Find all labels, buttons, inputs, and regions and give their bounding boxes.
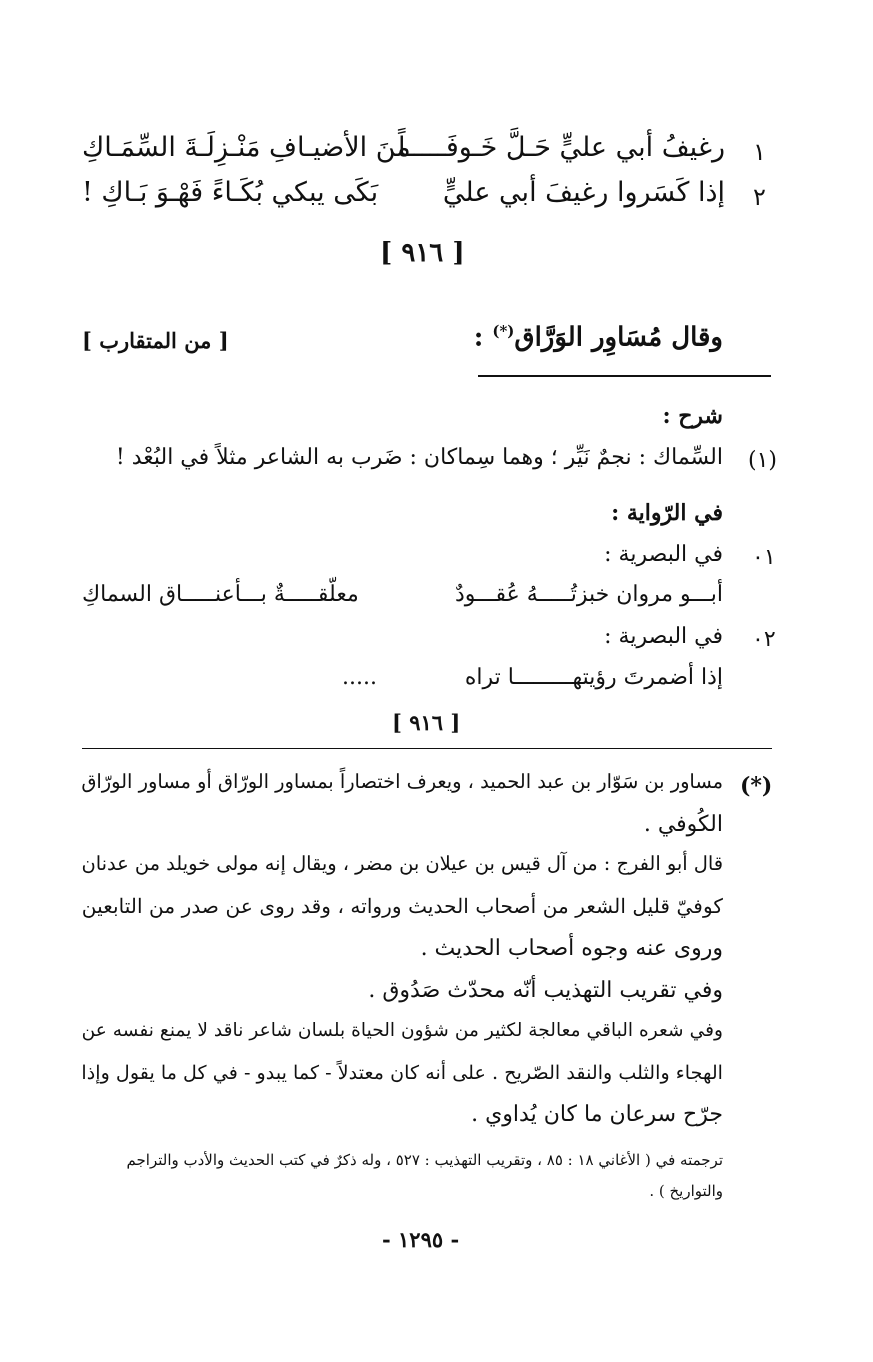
- biography-line: الكُوفي .: [643, 812, 723, 837]
- biography-line: قال أبو الفرج : من آل قيس بن عيلان بن مضر ، ويقال إنه مولى خويلد من عدنان: [81, 852, 723, 875]
- biography-line: كوفيّ قليل الشعر من أصحاب الحديث ورواته ، وقد روى عن صدر من التابعين: [81, 894, 723, 918]
- riwaya-source: في البصرية :: [604, 542, 723, 567]
- riwaya-number: ٠٢: [752, 627, 776, 652]
- biography-line: الهجاء والثلب والنقد الصّريح . على أنه كان معتدلاً - كما يبدو - في كل ما يقول وإذا: [81, 1061, 723, 1084]
- biography-sources: والتواريخ ) .: [649, 1182, 723, 1200]
- riwaya-title: في الرّواية :: [611, 500, 723, 526]
- intro-text: وقال مُسَاوِر الوَرَّاق: [514, 322, 723, 353]
- page-number: - ١٢٩٥ -: [382, 1227, 460, 1252]
- riwaya-hemistich-right: إذا أضمرتَ رؤيتهـــــــــا تراه: [464, 665, 723, 690]
- riwaya-hemistich-right: أبـــو مروان خبزتُـــــهُ عُقـــودٌ: [454, 582, 723, 607]
- notes-end-number: [ ٩١٦ ]: [392, 710, 461, 735]
- meter-label: [ من المتقارب ]: [82, 328, 229, 353]
- note-text: السِّماك : نجمٌ نَيِّر ؛ وهما سِماكان : ضَرب به الشاعر مثلاً في البُعْد !: [115, 445, 723, 470]
- sharh-title: شرح :: [662, 403, 723, 429]
- biography-line: وفي شعره الباقي معالجة لكثير من شؤون الحياة بلسان شاعر ناقد لا يمنع نفسه عن: [81, 1020, 723, 1041]
- verse-hemistich-right: إذا كَسَروا رغيفَ أبي عليٍّ: [442, 177, 725, 208]
- verse-number: ٢: [753, 183, 766, 211]
- biography-line: وروى عنه وجوه أصحاب الحديث .: [420, 936, 723, 961]
- riwaya-hemistich-left: معلّقـــــةٌ بـــأعنـــــاق السماكِ: [82, 582, 359, 607]
- note-number: (١): [748, 448, 778, 473]
- biography-line: مساور بن سَوّار بن عبد الحميد ، ويعرف اختصاراً بمساور الورّاق أو مساور الورّاق: [81, 770, 723, 793]
- verse-hemistich-right: رغيفُ أبي عليٍّ حَـلَّ خَـوفَـــــاً: [398, 132, 725, 163]
- biography-marker: (*): [740, 773, 773, 799]
- riwaya-hemistich-left: .....: [342, 665, 377, 690]
- intro-heading: [474, 322, 723, 353]
- verse-number: ١: [753, 138, 766, 166]
- section-number: [ ٩١٦ ]: [380, 238, 465, 268]
- riwaya-source: في البصرية :: [604, 624, 723, 649]
- biography-line: جرّح سرعان ما كان يُداوي .: [471, 1102, 723, 1127]
- riwaya-number: ٠١: [752, 545, 776, 570]
- biography-sources: ترجمته في ( الأغاني ١٨ : ٨٥ ، وتقريب التهذيب : ٥٢٧ ، وله ذكرٌ في كتب الحديث والأدب والتراجم: [126, 1151, 723, 1169]
- verse-hemistich-left: بَكَى يبكي بُكَـاءً فَهْـوَ بَـاكِ !: [82, 177, 379, 208]
- footnote-divider: [82, 748, 772, 749]
- verse-hemistich-left: منَ الأضيـافِ مَنْـزِلَـةَ السِّمَـاكِ: [82, 132, 411, 163]
- intro-colon: :: [473, 322, 484, 353]
- heading-underline: [478, 375, 771, 377]
- intro-star: (*): [492, 322, 515, 340]
- biography-line: وفي تقريب التهذيب أنّه محدّث صَدُوق .: [368, 978, 723, 1003]
